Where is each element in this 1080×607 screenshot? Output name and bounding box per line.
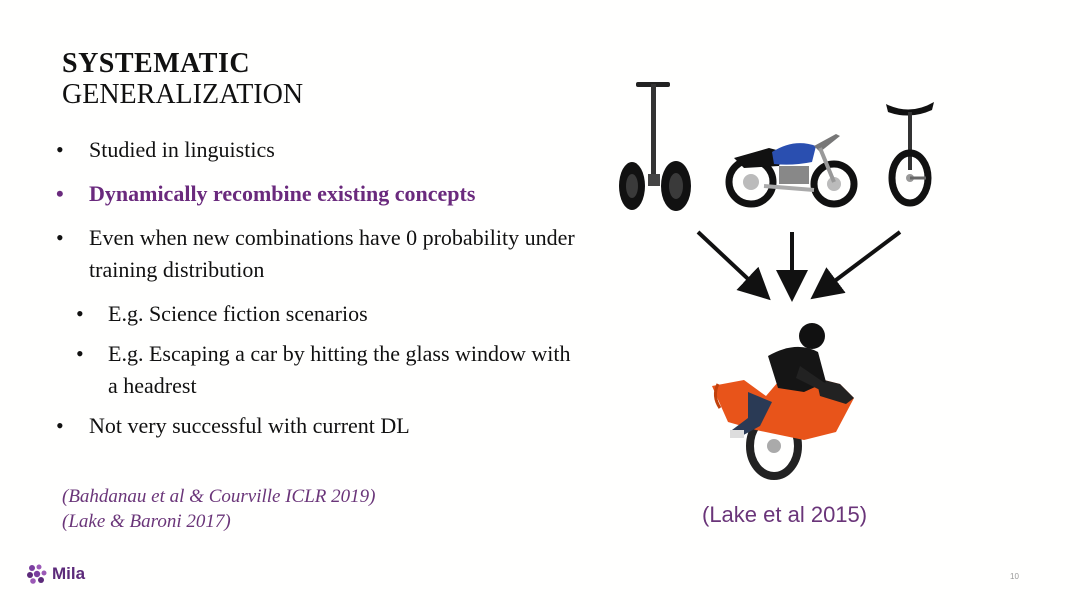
page-number: 10	[1010, 572, 1019, 581]
arrow-icon	[820, 232, 900, 292]
unicycle-image	[878, 98, 940, 210]
arrow-icon	[698, 232, 762, 292]
mila-logo	[26, 563, 85, 585]
motorcycle-image	[724, 126, 860, 208]
bullet-item	[56, 134, 596, 166]
hybrid-vehicle-image	[708, 322, 864, 482]
bullet-dot: •	[56, 413, 64, 438]
reference-line: (Bahdanau et al & Courville ICLR 2019)	[62, 486, 376, 507]
logo-text: Mila	[52, 564, 86, 583]
bullet-text: Not very successful with current DL	[89, 413, 410, 438]
bullet-dot: •	[56, 137, 64, 162]
title-line-1: SYSTEMATIC	[62, 48, 251, 79]
bullet-text: E.g. Science fiction scenarios	[108, 301, 368, 326]
bullet-text: Studied in linguistics	[89, 137, 275, 162]
bullet-dot: •	[56, 225, 64, 250]
slide-title	[62, 48, 303, 110]
reference-line: (Lake & Baroni 2017)	[62, 511, 231, 532]
bullet-dot: •	[76, 341, 84, 366]
segway-image	[614, 78, 698, 212]
arrows-group	[690, 226, 910, 304]
bullet-dot: •	[76, 301, 84, 326]
bullet-item-highlighted	[56, 178, 596, 210]
references	[62, 484, 375, 534]
bullet-text: Dynamically recombine existing concepts	[89, 181, 476, 206]
bullet-item	[56, 222, 589, 286]
bullet-text: E.g. Escaping a car by hitting the glass window with a headrest	[108, 341, 571, 398]
bullet-list	[56, 134, 596, 442]
sub-bullet-item	[76, 338, 576, 402]
figure-caption: (Lake et al 2015)	[702, 502, 868, 527]
bullet-dot: •	[56, 181, 64, 206]
title-line-2: GENERALIZATION	[62, 79, 304, 110]
bullet-text: Even when new combinations have 0 probability under training distribution	[89, 225, 575, 282]
sub-bullet-item	[76, 298, 596, 330]
bullet-item	[56, 410, 596, 442]
mila-logo-icon	[26, 563, 48, 585]
